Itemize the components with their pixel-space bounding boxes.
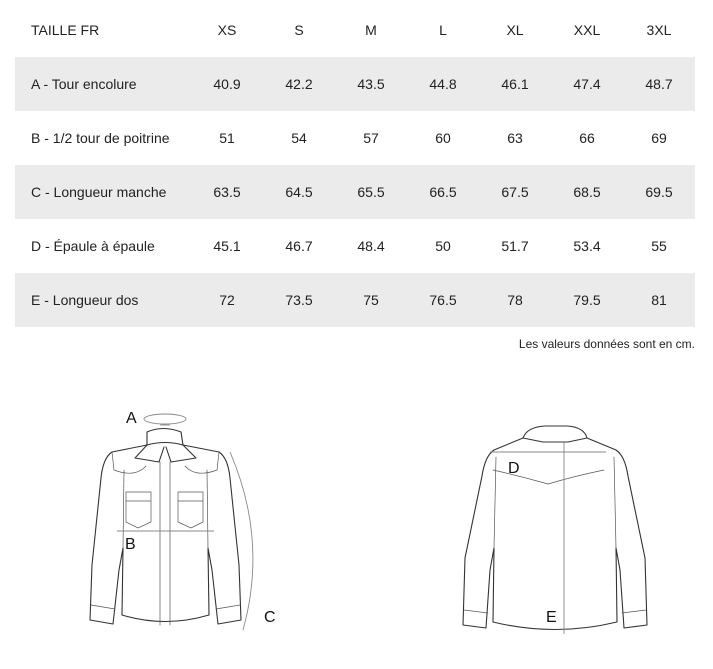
table-cell: 76.5	[407, 273, 479, 327]
label-a: A	[126, 410, 137, 427]
table-cell: 44.8	[407, 57, 479, 111]
table-cell: 55	[651, 238, 667, 254]
label-b: B	[125, 536, 136, 553]
table-cell: 57	[363, 130, 379, 146]
table-cell: 48.4	[357, 238, 385, 254]
size-header-label: TAILLE FR	[31, 22, 100, 38]
table-cell: 64.5	[263, 165, 335, 219]
shirt-front-icon	[90, 429, 241, 626]
table-cell: 73.5	[263, 273, 335, 327]
table-cell: 54	[291, 130, 307, 146]
table-cell: 72	[191, 273, 263, 327]
table-cell: 46.1	[479, 57, 551, 111]
row-label: D - Épaule à épaule	[31, 238, 155, 254]
table-cell: 65.5	[335, 165, 407, 219]
sleeve-measure-arc	[230, 452, 253, 630]
size-header-3xl: 3XL	[646, 22, 672, 38]
size-header-xs: XS	[217, 22, 237, 38]
size-header-xxl: XXL	[573, 22, 601, 38]
table-cell: 40.9	[191, 57, 263, 111]
table-cell: 47.4	[551, 57, 623, 111]
table-cell: 67.5	[479, 165, 551, 219]
table-cell: 66	[579, 130, 595, 146]
units-note: Les valeurs données sont en cm.	[518, 337, 695, 351]
table-cell: 51	[219, 130, 235, 146]
table-cell: 78	[479, 273, 551, 327]
table-cell: 43.5	[335, 57, 407, 111]
table-cell: 68.5	[551, 165, 623, 219]
table-cell: 50	[435, 238, 451, 254]
size-header-l: L	[439, 22, 447, 38]
shirt-back-icon	[463, 426, 647, 630]
table-cell: 45.1	[213, 238, 241, 254]
size-header-row	[15, 3, 695, 57]
row-label: B - 1/2 tour de poitrine	[31, 130, 170, 146]
row-label: C - Longueur manche	[15, 165, 191, 219]
table-cell: 48.7	[623, 57, 695, 111]
label-e: E	[546, 609, 557, 626]
table-cell: 53.4	[573, 238, 601, 254]
neck-measure-ellipse	[144, 414, 186, 424]
table-cell: 46.7	[285, 238, 313, 254]
table-cell: 69	[651, 130, 667, 146]
row-label: A - Tour encolure	[15, 57, 191, 111]
table-row	[15, 219, 695, 273]
table-cell: 79.5	[551, 273, 623, 327]
size-table	[15, 3, 695, 327]
table-cell: 63	[507, 130, 523, 146]
size-header-xl: XL	[506, 22, 524, 38]
table-row	[15, 57, 695, 111]
table-cell: 51.7	[501, 238, 529, 254]
table-row	[15, 111, 695, 165]
table-cell: 69.5	[623, 165, 695, 219]
table-cell: 81	[623, 273, 695, 327]
label-d: D	[508, 460, 520, 477]
table-cell: 66.5	[407, 165, 479, 219]
table-row	[15, 273, 695, 327]
table-row	[15, 165, 695, 219]
label-c: C	[264, 609, 276, 626]
table-cell: 60	[435, 130, 451, 146]
table-cell: 63.5	[191, 165, 263, 219]
shirt-diagrams	[0, 395, 713, 669]
row-label: E - Longueur dos	[15, 273, 191, 327]
size-header-s: S	[294, 22, 304, 38]
size-header-m: M	[365, 22, 377, 38]
table-cell: 42.2	[263, 57, 335, 111]
table-cell: 75	[335, 273, 407, 327]
